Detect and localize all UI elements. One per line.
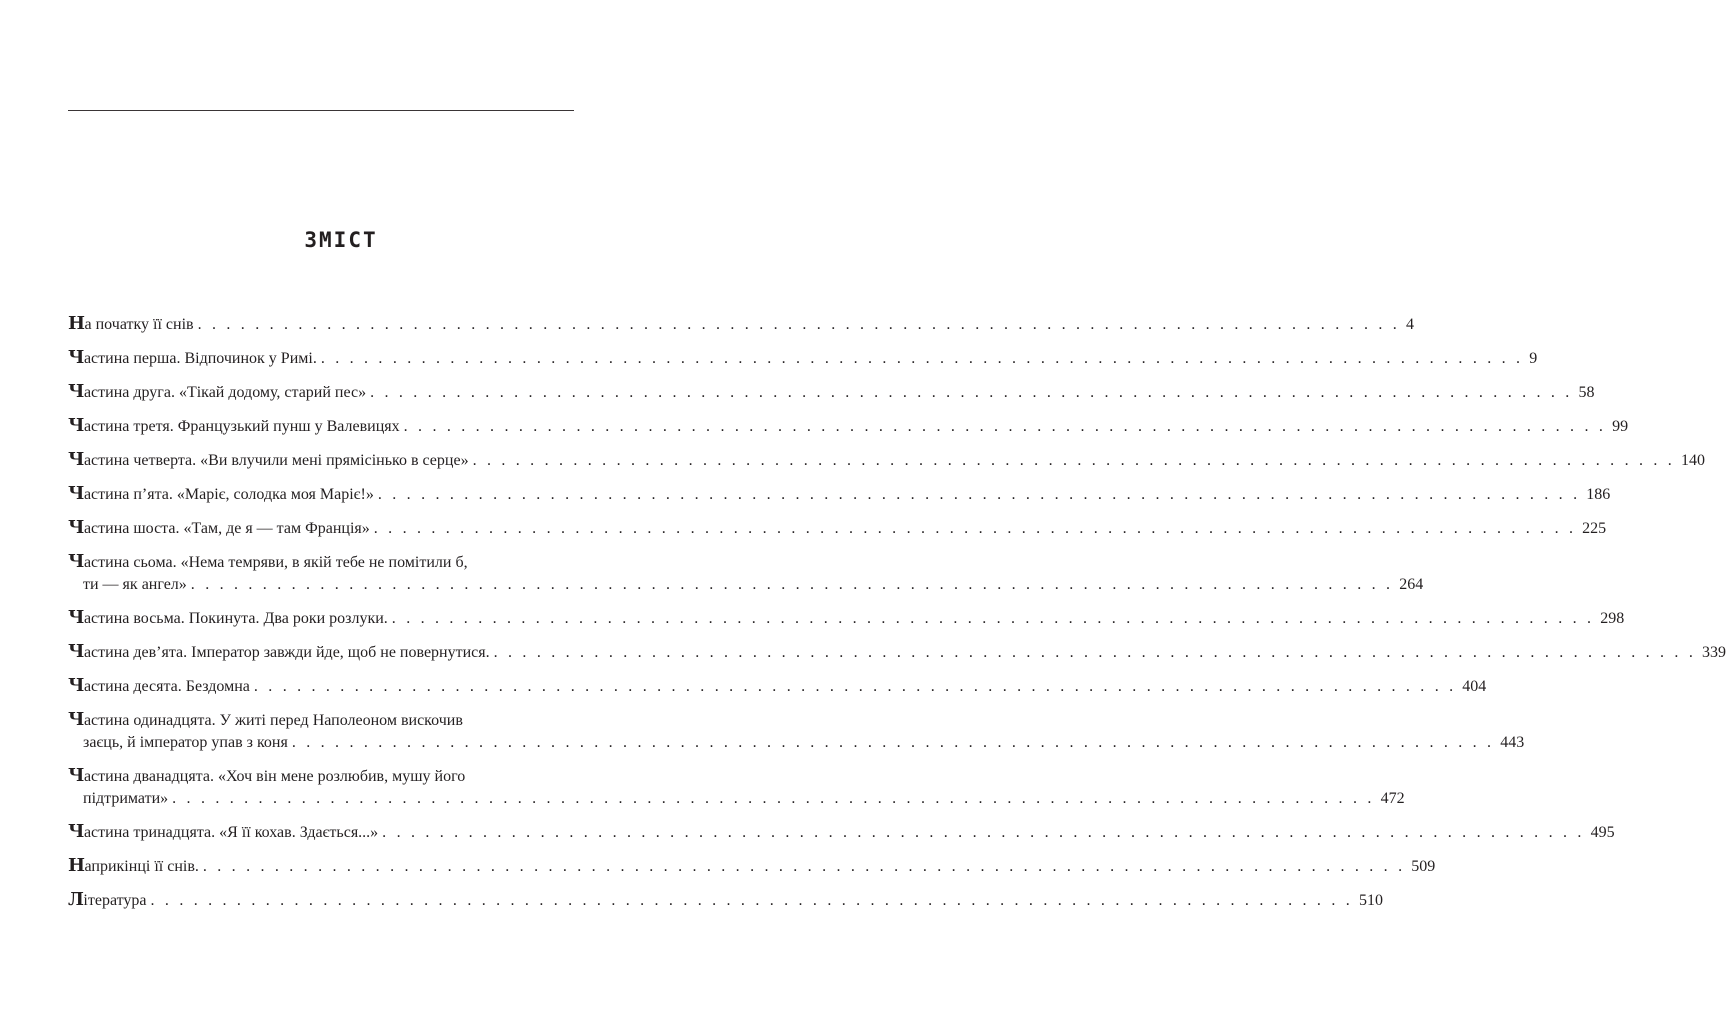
toc-entry-initial: Ч	[68, 483, 84, 504]
toc-page-number: 443	[1500, 734, 1525, 751]
toc-entry-line	[68, 574, 1424, 596]
toc-entry-line	[68, 675, 1487, 698]
toc-page-number: 510	[1358, 892, 1383, 909]
toc-entry-title: астина п’ята. «Маріє, солодка моя Маріє!»	[83, 486, 374, 503]
toc-entry-line	[68, 765, 567, 788]
table-of-contents	[68, 313, 1726, 923]
page-title: ЗМІСТ	[304, 228, 378, 252]
toc-entry-initial: Н	[68, 313, 85, 334]
top-rule	[68, 110, 574, 111]
toc-entry-title: астина дванадцята. «Хоч він мене розлюбив, мушу його	[83, 768, 466, 785]
toc-entry	[68, 855, 1436, 878]
toc-entry-title: астина восьма. Покинута. Два роки розлуки.	[83, 610, 388, 627]
toc-entry-title: астина третя. Французький пунш у Валевицях	[83, 418, 400, 435]
dot-leader: . . . . . . . . . . . . . . . . . . . . . . . . . . . . . . . . . . . . . . . . . . . . . . . . . . . . . . . . . . . . . . . . . . . . . . . . . . . . . . . . . . . .	[320, 350, 1524, 367]
toc-entry-initial: Ч	[68, 415, 84, 436]
dot-leader: . . . . . . . . . . . . . . . . . . . . . . . . . . . . . . . . . . . . . . . . . . . . . . . . . . . . . . . . . . . . . . . . . . . . . . . . . . . . . . . . . . . .	[403, 418, 1607, 435]
toc-entry-line	[68, 551, 567, 574]
toc-entry-line	[68, 732, 1525, 754]
toc-entry-initial: Ч	[68, 821, 84, 842]
toc-page-number: 495	[1590, 824, 1615, 841]
toc-entry-title: априкінці її снів.	[84, 858, 199, 875]
toc-entry-initial: Ч	[68, 517, 84, 538]
toc-entry-title: астина шоста. «Там, де я — там Франція»	[83, 520, 370, 537]
dot-leader: . . . . . . . . . . . . . . . . . . . . . . . . . . . . . . . . . . . . . . . . . . . . . . . . . . . . . . . . . . . . . . . . . . . . . . . . . . . . . . . . . . . .	[197, 316, 1400, 333]
toc-page-number: 404	[1462, 678, 1487, 695]
dot-leader: . . . . . . . . . . . . . . . . . . . . . . . . . . . . . . . . . . . . . . . . . . . . . . . . . . . . . . . . . . . . . . . . . . . . . . . . . . . . . . . . . . . .	[190, 576, 1394, 593]
toc-entry-title: астина дев’ята. Імператор завжди йде, щоб не повернутися.	[83, 644, 490, 661]
dot-leader: . . . . . . . . . . . . . . . . . . . . . . . . . . . . . . . . . . . . . . . . . . . . . . . . . . . . . . . . . . . . . . . . . . . . . . . . . . . . . . . . . . . .	[391, 610, 1595, 627]
toc-page-number: 298	[1600, 610, 1625, 627]
toc-entry-line	[68, 449, 1705, 472]
toc-entry-line	[68, 517, 1607, 540]
toc-entry-title: астина четверта. «Ви влучили мені прямісінько в серце»	[83, 452, 469, 469]
toc-entry-title: астина друга. «Тікай додому, старий пес»	[83, 384, 367, 401]
toc-entry-title: ти — як ангел»	[83, 576, 187, 593]
toc-entry-initial: Н	[68, 855, 85, 876]
toc-entry-line	[68, 483, 1611, 506]
toc-page-number: 4	[1406, 316, 1414, 333]
toc-page-number: 58	[1578, 384, 1595, 401]
toc-page-number: 140	[1680, 452, 1705, 469]
toc-entry-initial: Ч	[68, 641, 84, 662]
toc-entry-title: підтримати»	[83, 790, 169, 807]
toc-page-number: 339	[1702, 644, 1726, 661]
toc-entry	[68, 483, 1611, 506]
toc-entry	[68, 381, 1595, 404]
toc-entry	[68, 517, 1607, 540]
dot-leader: . . . . . . . . . . . . . . . . . . . . . . . . . . . . . . . . . . . . . . . . . . . . . . . . . . . . . . . . . . . . . . . . . . . . . . . . . . . . . . . . . . . .	[370, 384, 1573, 401]
toc-entry-title: заєць, й імператор упав з коня	[83, 734, 288, 751]
dot-leader: . . . . . . . . . . . . . . . . . . . . . . . . . . . . . . . . . . . . . . . . . . . . . . . . . . . . . . . . . . . . . . . . . . . . . . . . . . . . . . . . . . . .	[172, 790, 1375, 807]
toc-page-number: 225	[1582, 520, 1607, 537]
toc-page-number: 472	[1380, 790, 1405, 807]
toc-entry	[68, 551, 1424, 596]
toc-entry-title: астина сьома. «Нема темряви, в якій тебе не помітили б,	[83, 554, 468, 571]
dot-leader: . . . . . . . . . . . . . . . . . . . . . . . . . . . . . . . . . . . . . . . . . . . . . . . . . . . . . . . . . . . . . . . . . . . . . . . . . . . . . . . . . . . .	[150, 892, 1353, 909]
dot-leader: . . . . . . . . . . . . . . . . . . . . . . . . . . . . . . . . . . . . . . . . . . . . . . . . . . . . . . . . . . . . . . . . . . . . . . . . . . . . . . . . . . . .	[377, 486, 1581, 503]
toc-entry	[68, 765, 1405, 810]
toc-page-number: 186	[1586, 486, 1611, 503]
toc-page-number: 9	[1529, 350, 1538, 367]
toc-entry-title: а початку її снів	[84, 316, 194, 333]
toc-entry-title: астина десята. Бездомна	[83, 678, 250, 695]
toc-entry	[68, 709, 1525, 754]
toc-entry-title: астина перша. Відпочинок у Римі.	[83, 350, 317, 367]
toc-entry	[68, 675, 1487, 698]
dot-leader: . . . . . . . . . . . . . . . . . . . . . . . . . . . . . . . . . . . . . . . . . . . . . . . . . . . . . . . . . . . . . . . . . . . . . . . . . . . . . . . . . . . .	[493, 644, 1697, 661]
dot-leader: . . . . . . . . . . . . . . . . . . . . . . . . . . . . . . . . . . . . . . . . . . . . . . . . . . . . . . . . . . . . . . . . . . . . . . . . . . . . . . . . . . . .	[382, 824, 1585, 841]
dot-leader: . . . . . . . . . . . . . . . . . . . . . . . . . . . . . . . . . . . . . . . . . . . . . . . . . . . . . . . . . . . . . . . . . . . . . . . . . . . . . . . . . . . .	[253, 678, 1457, 695]
toc-entry	[68, 641, 1726, 664]
toc-entry-initial: Ч	[68, 675, 84, 696]
toc-entry	[68, 449, 1705, 472]
toc-entry-title: астина одинадцята. У житі перед Наполеоном вискочив	[83, 712, 463, 729]
toc-entry-title: астина тринадцята. «Я її кохав. Здається...»	[83, 824, 379, 841]
toc-entry-initial: Ч	[68, 607, 84, 628]
toc-entry-initial: Ч	[68, 381, 84, 402]
toc-page-number: 264	[1399, 576, 1424, 593]
toc-entry-line	[68, 889, 1383, 912]
toc-entry-line	[68, 381, 1595, 404]
toc-entry-line	[68, 855, 1436, 878]
toc-entry-line	[68, 415, 1629, 438]
toc-entry-line	[68, 641, 1726, 664]
toc-page-number: 509	[1411, 858, 1436, 875]
toc-entry-line	[68, 709, 567, 732]
dot-leader: . . . . . . . . . . . . . . . . . . . . . . . . . . . . . . . . . . . . . . . . . . . . . . . . . . . . . . . . . . . . . . . . . . . . . . . . . . . . . . . . . . . .	[202, 858, 1406, 875]
toc-entry-line	[68, 788, 1405, 810]
dot-leader: . . . . . . . . . . . . . . . . . . . . . . . . . . . . . . . . . . . . . . . . . . . . . . . . . . . . . . . . . . . . . . . . . . . . . . . . . . . . . . . . . . . .	[373, 520, 1577, 537]
toc-entry-initial: Ч	[68, 449, 84, 470]
toc-entry	[68, 415, 1629, 438]
dot-leader: . . . . . . . . . . . . . . . . . . . . . . . . . . . . . . . . . . . . . . . . . . . . . . . . . . . . . . . . . . . . . . . . . . . . . . . . . . . . . . . . . . . .	[472, 452, 1675, 469]
toc-entry-initial: Л	[68, 889, 84, 910]
dot-leader: . . . . . . . . . . . . . . . . . . . . . . . . . . . . . . . . . . . . . . . . . . . . . . . . . . . . . . . . . . . . . . . . . . . . . . . . . . . . . . . . . . . .	[291, 734, 1495, 751]
toc-entry	[68, 313, 1414, 336]
toc-entry-initial: Ч	[68, 709, 84, 730]
toc-entry-line	[68, 607, 1625, 630]
toc-entry	[68, 607, 1625, 630]
toc-entry	[68, 347, 1538, 370]
toc-entry-initial: Ч	[68, 551, 84, 572]
toc-entry-initial: Ч	[68, 347, 84, 368]
toc-entry-initial: Ч	[68, 765, 84, 786]
toc-entry	[68, 821, 1615, 844]
toc-entry-title: ітература	[83, 892, 147, 909]
toc-entry-line	[68, 313, 1414, 336]
toc-page-number: 99	[1612, 418, 1629, 435]
toc-entry-line	[68, 821, 1615, 844]
toc-entry	[68, 889, 1383, 912]
toc-entry-line	[68, 347, 1538, 370]
